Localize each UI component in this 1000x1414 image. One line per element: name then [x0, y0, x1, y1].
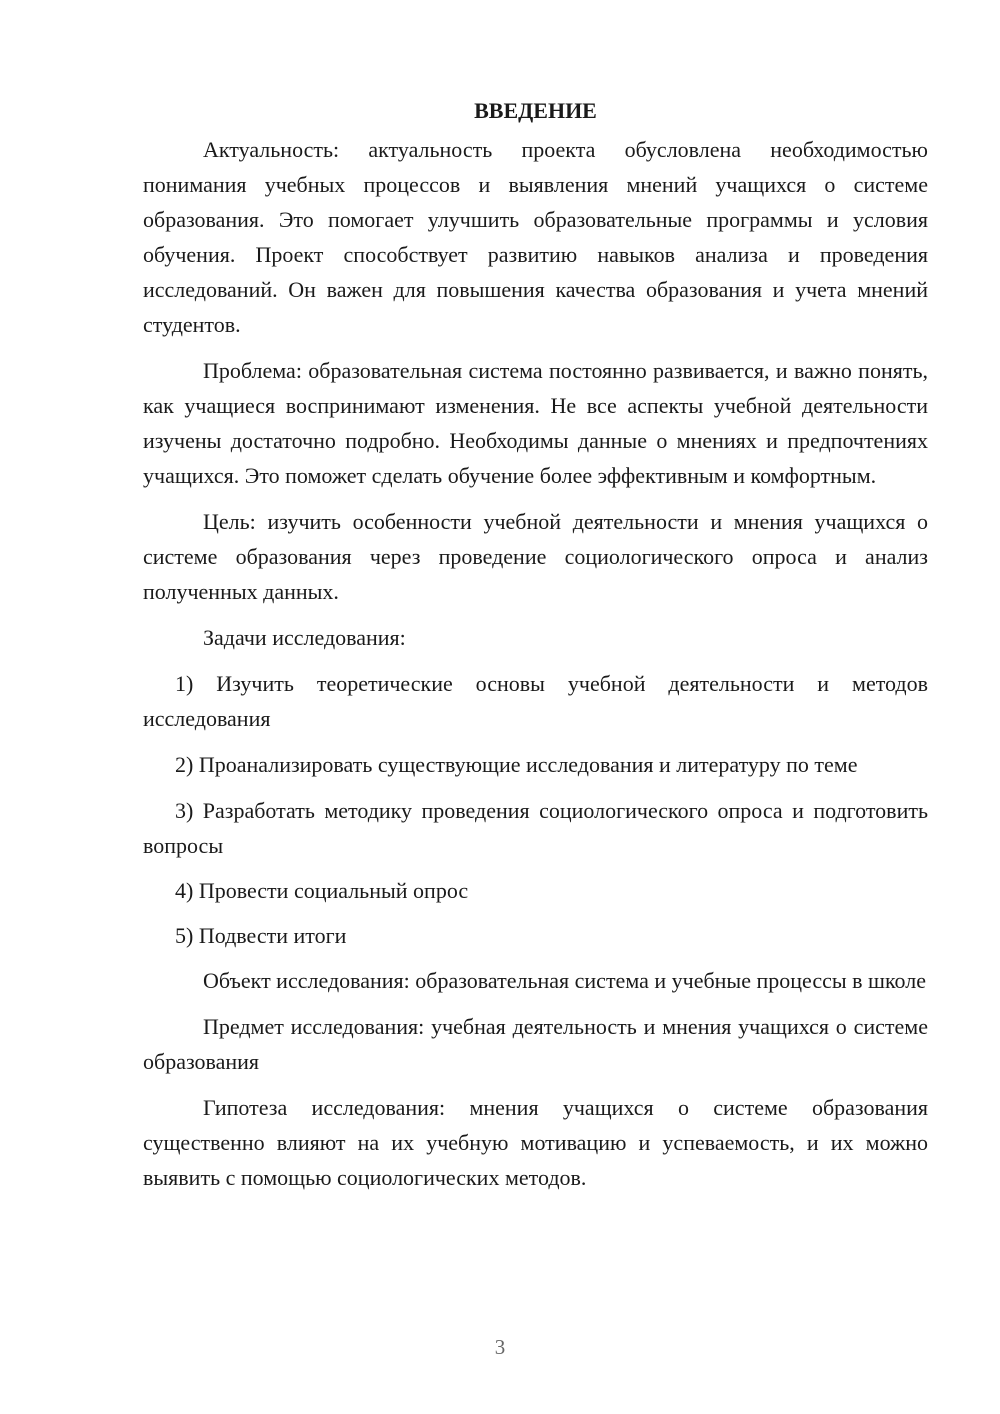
subject-paragraph: Предмет исследования: учебная деятельность и мнения учащихся о системе образования — [143, 1014, 928, 1074]
page-content — [143, 93, 928, 1195]
goal-paragraph: Цель: изучить особенности учебной деятельности и мнения учащихся о системе образования через проведение социологического опроса и анализ полученных данных. — [143, 509, 928, 604]
page-number: 3 — [494, 1335, 506, 1359]
section-title: ВВЕДЕНИЕ — [474, 98, 597, 123]
task-item-5: 5) Подвести итоги — [175, 923, 347, 948]
task-item-4: 4) Провести социальный опрос — [175, 878, 469, 903]
hypothesis-paragraph: Гипотеза исследования: мнения учащихся о системе образования существенно влияют на их учебную мотивацию и успеваемость, и их можно выявить с помощью социологических методов. — [143, 1095, 928, 1190]
task-item-2: 2) Проанализировать существующие исследования и литературу по теме — [175, 752, 858, 777]
object-paragraph: Объект исследования: образовательная система и учебные процессы в школе — [203, 968, 926, 993]
relevance-paragraph: Актуальность: актуальность проекта обусловлена необходимостью понимания учебных процессов и выявления мнений учащихся о системе образования. Это помогает улучшить образовательные программы и условия обучения. Проект способствует развитию навыков анализа и проведения исследований. Он важен для повышения качества образования и учета мнений студентов. — [143, 137, 928, 337]
task-item-3: 3) Разработать методику проведения социологического опроса и подготовить вопросы — [143, 798, 928, 858]
task-item-1: 1) Изучить теоретические основы учебной деятельности и методов исследования — [143, 671, 928, 731]
problem-paragraph: Проблема: образовательная система постоянно развивается, и важно понять, как учащиеся воспринимают изменения. Не все аспекты учебной деятельности изучены достаточно подробно. Необходимы данные о мнениях и предпочтениях учащихся. Это поможет сделать обучение более эффективным и комфортным. — [143, 358, 928, 488]
tasks-heading: Задачи исследования: — [203, 625, 406, 650]
